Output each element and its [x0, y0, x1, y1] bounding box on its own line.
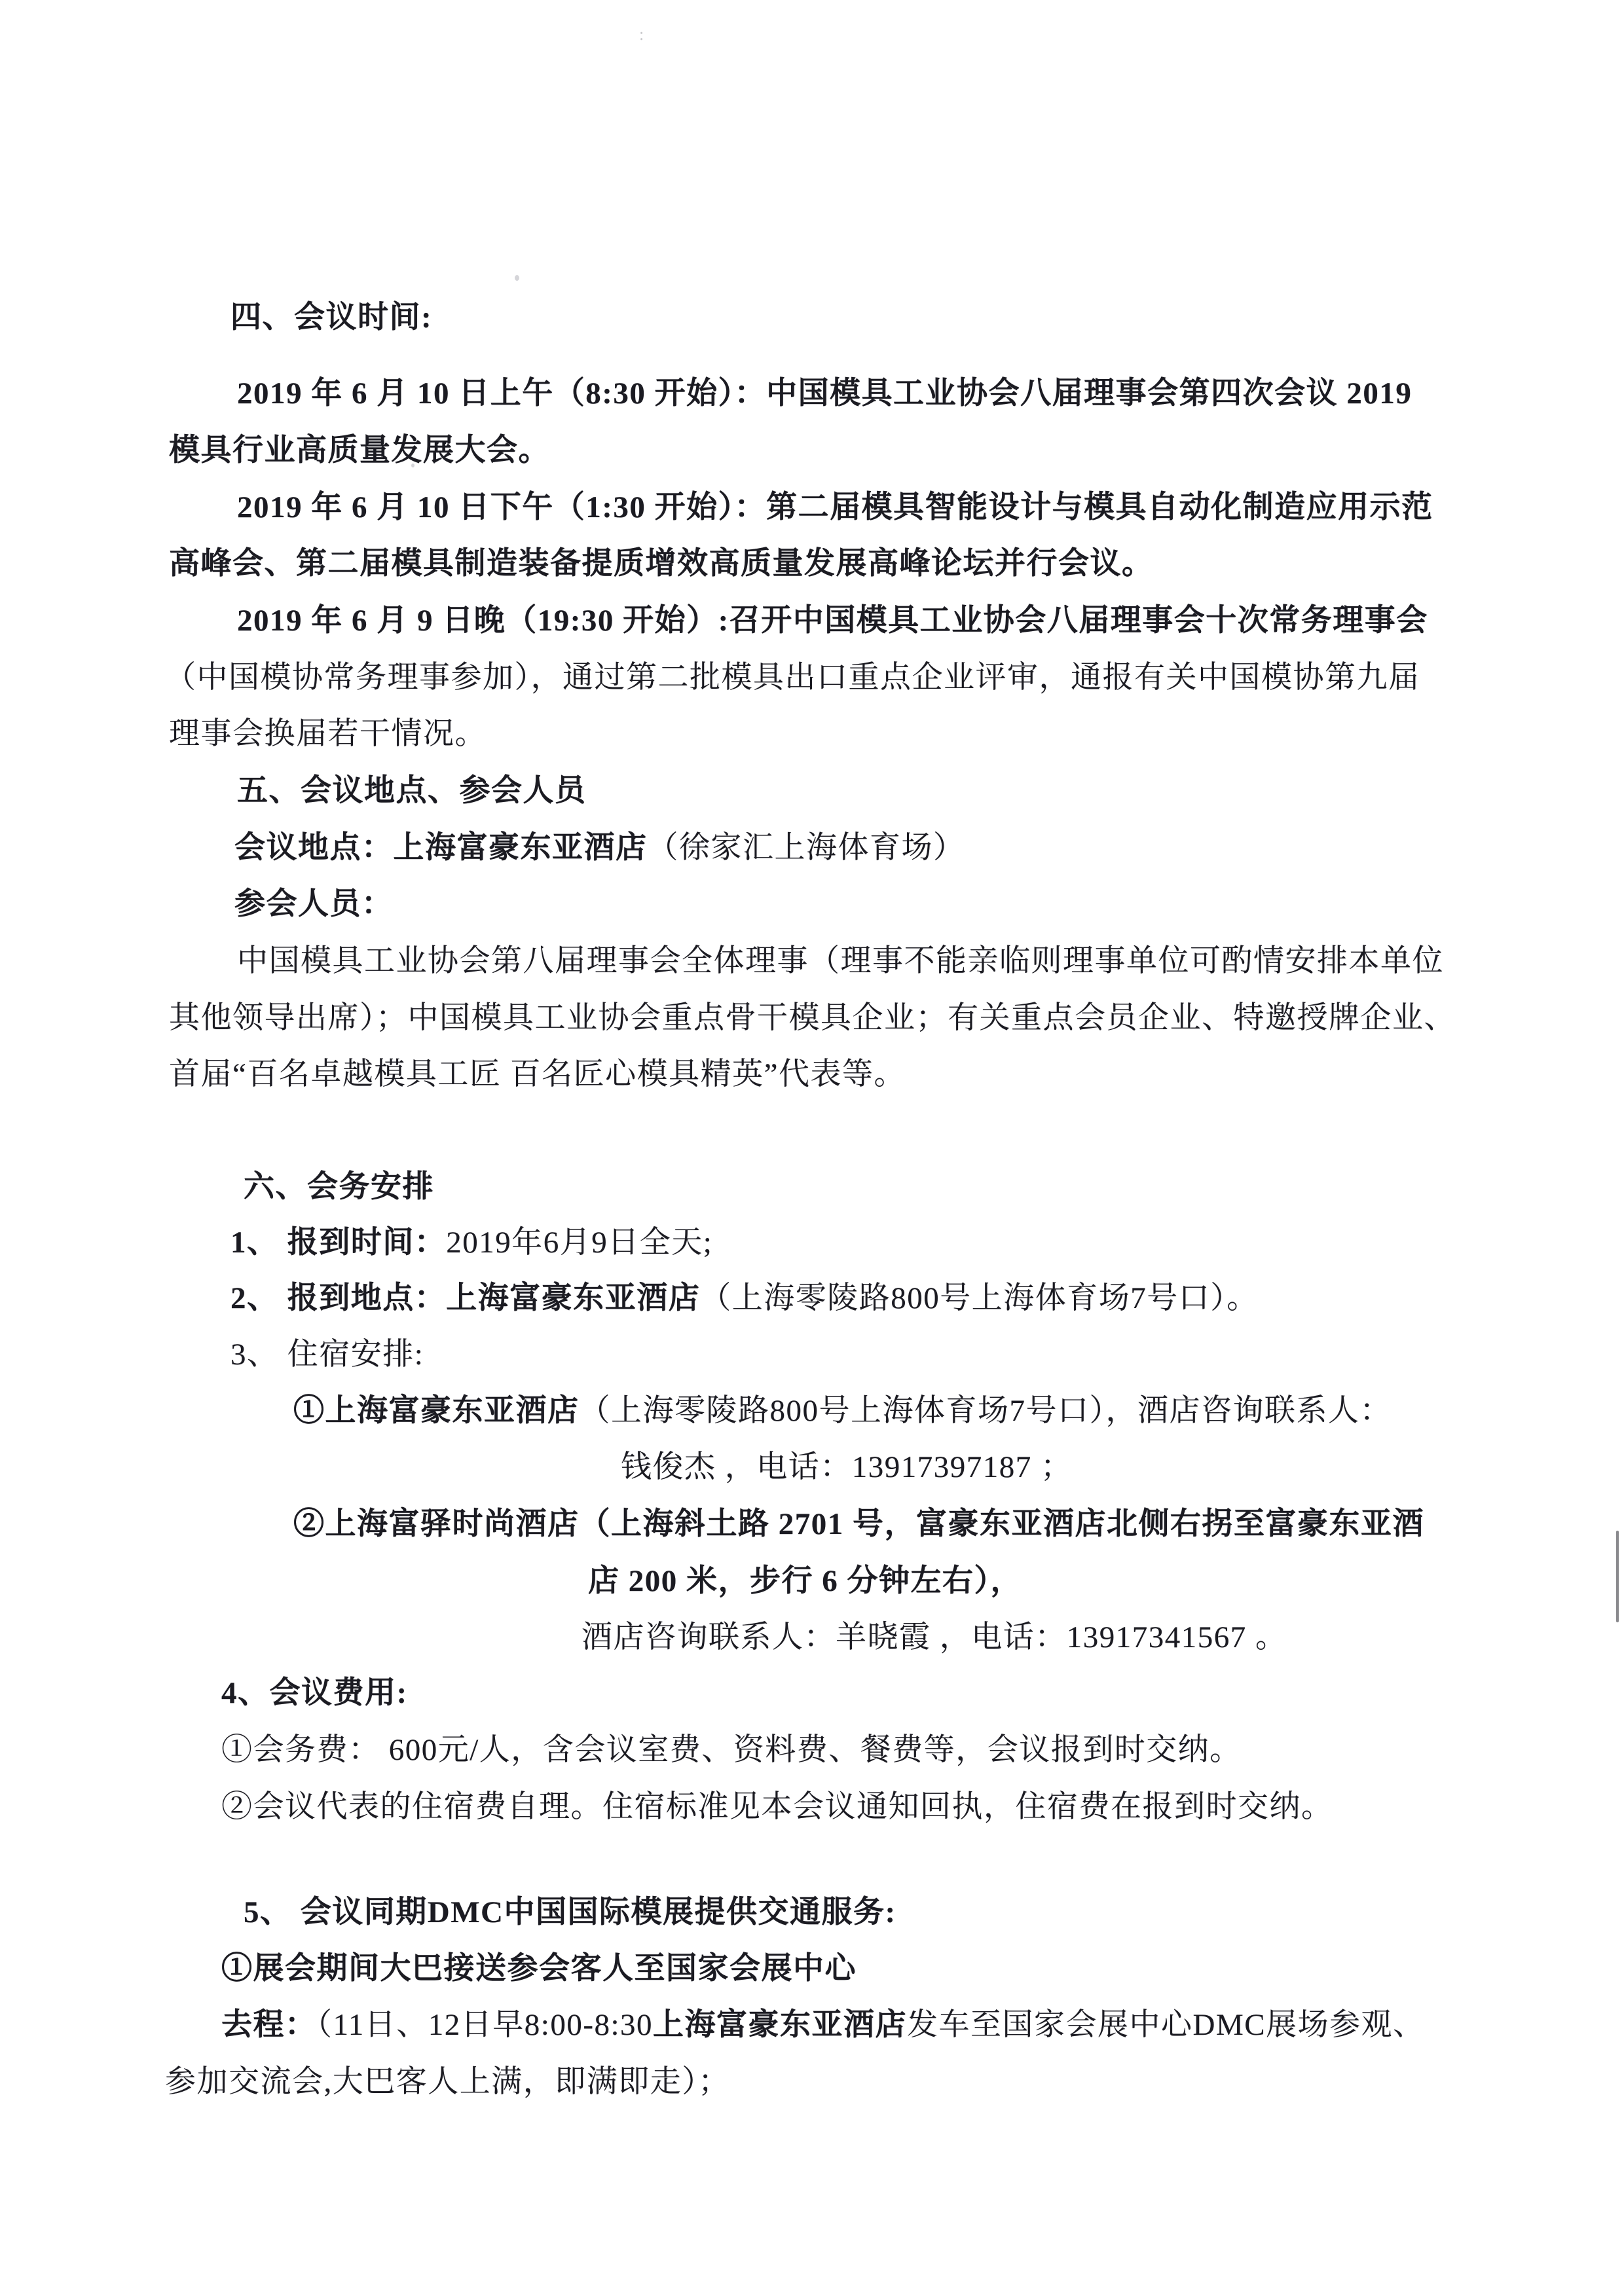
hotel1-line: [293, 1396, 1392, 1427]
meeting-time2-line2: [169, 549, 1154, 579]
text-run: ①会务费： 600元/人，含会议室费、资料费、餐费等，会议报到时交纳。: [221, 1733, 1242, 1767]
section6-heading: [244, 1172, 434, 1203]
meeting-time2-line1: [237, 492, 1433, 523]
text-run: 2019 年 6 月 10 日下午（1:30 开始）：第二届模具智能设计与模具自动化制造应用示范: [237, 490, 1433, 524]
item3-accommodation: [231, 1339, 424, 1370]
scan-dot: [515, 275, 519, 281]
heading-text: 四、会议时间:: [231, 301, 433, 335]
text-run: 参加交流会,大巴客人上满，即满即走）；: [165, 2065, 730, 2099]
text-run: 2019 年 6 月 9 日晚（19:30 开始）:召开中国模具工业协会八届理事会十次常务理事会: [237, 604, 1428, 638]
text-run: （中国模协常务理事参加），通过第二批模具出口重点企业评审，通报有关中国模协第九届: [165, 661, 1420, 695]
text-run: ②上海富驿时尚酒店（上海斜土路 2701 号，富豪东亚酒店北侧右拐至富豪东亚酒: [293, 1507, 1424, 1541]
item2-checkin-place: [231, 1283, 1259, 1314]
item-value: （上海零陵路800号上海体育场7号口）。: [700, 1281, 1259, 1315]
hotel1-contact: 钱俊杰 ，电话：13917397187 ；: [621, 1450, 1073, 1484]
text-run: 高峰会、第二届模具制造装备提质增效高质量发展高峰论坛并行会议。: [169, 547, 1154, 581]
heading-text: 六、会务安排: [244, 1170, 434, 1204]
hotel2-contact-line: [581, 1622, 1287, 1653]
scan-edge-artifact: [1616, 1531, 1619, 1622]
fee-line1: [221, 1735, 1242, 1766]
text-run: 理事会换届若干情况。: [169, 717, 487, 751]
meeting-time3-line2: [165, 663, 1420, 693]
hotel1-info: （上海零陵路800号上海体育场7号口），酒店咨询联系人：: [579, 1394, 1392, 1428]
attendees-line3: [169, 1059, 906, 1090]
venue-line: [234, 833, 965, 864]
item-label: 1、 报到时间：: [231, 1226, 447, 1260]
attendees-line2: [169, 1003, 1456, 1034]
transport-line1: [221, 1954, 857, 1984]
attendees-label: 参会人员：: [234, 887, 394, 921]
text-run: ②会议代表的住宿费自理。住宿标准见本会议通知回执，住宿费在报到时交纳。: [221, 1790, 1333, 1824]
text-run: 其他领导出席）；中国模具工业协会重点骨干模具企业；有关重点会员企业、特邀授牌企业、: [169, 1001, 1456, 1035]
attendees-line1: [237, 946, 1444, 977]
route-hotel: 上海富豪东亚酒店: [653, 2008, 908, 2042]
route-line2: [165, 2067, 730, 2098]
text-run: 中国模具工业协会第八届理事会全体理事（理事不能亲临则理事单位可酌情安排本单位: [237, 944, 1444, 978]
venue-label: 会议地点：上海富豪东亚酒店: [234, 831, 648, 865]
text-run: 店 200 米，步行 6 分钟左右），: [588, 1564, 1022, 1598]
text-run: 首届“百名卓越模具工匠 百名匠心模具精英”代表等。: [169, 1057, 906, 1091]
item1-checkin-time: [231, 1228, 712, 1258]
hotel2-line1: [293, 1509, 1424, 1540]
meeting-time1-line1: [237, 378, 1412, 409]
item-label: 4、会议费用:: [221, 1676, 408, 1710]
fee-line2: [221, 1792, 1333, 1823]
hotel2-line2: [588, 1566, 1022, 1597]
route-line1: [221, 2010, 1425, 2041]
attendees-label-line: [234, 889, 394, 920]
meeting-time3-line3: [169, 719, 487, 750]
hotel2-contact: 酒店咨询联系人：羊晓霞 ，电话：13917341567 。: [581, 1620, 1287, 1654]
text-run: 2019 年 6 月 10 日上午（8:30 开始）：中国模具工业协会八届理事会第四次会议 2019: [237, 376, 1412, 410]
hotel1-contact-line: [621, 1452, 1073, 1483]
route-label: 去程：: [221, 2008, 317, 2042]
route-part1: （11日、12日早8:00-8:30: [316, 2008, 654, 2042]
scan-speck: :: [639, 25, 644, 44]
hotel1-name: ①上海富豪东亚酒店: [293, 1394, 580, 1428]
item-label: 3、 住宿安排:: [231, 1338, 424, 1372]
item-label: 2、 报到地点：上海富豪东亚酒店: [231, 1281, 701, 1315]
text-run: 模具行业高质量发展大会。: [169, 433, 550, 467]
meeting-time3-line1: [237, 606, 1428, 636]
section4-heading: [231, 302, 432, 333]
item-value: 2019年6月9日全天;: [446, 1226, 713, 1260]
item-label: 5、 会议同期DMC中国国际模展提供交通服务:: [244, 1895, 896, 1929]
meeting-time1-line2: [169, 435, 550, 466]
route-part2: 发车至国家会展中心DMC展场参观、: [907, 2008, 1425, 2042]
text-run: ①展会期间大巴接送参会客人至国家会展中心: [221, 1952, 857, 1986]
item5-transport-heading: [244, 1897, 896, 1928]
item4-fees-heading: [221, 1678, 408, 1709]
heading-text: 五、会议地点、参会人员: [237, 774, 587, 808]
venue-note: （徐家汇上海体育场）: [647, 831, 965, 865]
section5-heading: [237, 776, 587, 807]
